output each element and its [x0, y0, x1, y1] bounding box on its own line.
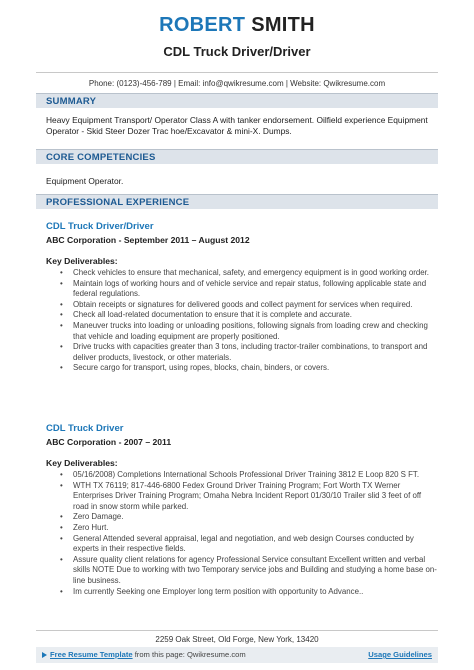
job-1-deliverables-label: Key Deliverables:	[46, 256, 118, 266]
footer-address: 2259 Oak Street, Old Forge, New York, 13420	[155, 635, 319, 644]
list-item: • Check vehicles to ensure that mechanical, safety, and emergency equipment is in good working order.	[60, 268, 438, 279]
usage-guidelines-link[interactable]: Usage Guidelines	[368, 650, 432, 659]
job-1-company: ABC Corporation - September 2011 – August 2012	[46, 235, 250, 245]
summary-heading: SUMMARY	[46, 96, 97, 107]
list-item: • Check all load-related documentation to ensure that it is complete and accurate.	[60, 310, 438, 321]
footer-credit-text: from this page: Qwikresume.com	[132, 650, 246, 659]
job-title-heading: CDL Truck Driver/Driver	[163, 44, 311, 59]
summary-section-header	[36, 93, 438, 108]
experience-section-header	[36, 194, 438, 209]
competencies-text: Equipment Operator.	[46, 176, 124, 186]
job-2-bullet-list	[60, 470, 438, 597]
list-item: • Obtain receipts or signatures for delivered goods and collect payment for services when required.	[60, 300, 438, 311]
job-2-title: CDL Truck Driver	[46, 423, 124, 434]
list-item: • Maintain logs of working hours and of vehicle service and repair status, following applicable state and federal regulations.	[60, 279, 438, 300]
job-1-bullet-list	[60, 268, 438, 374]
header-divider	[36, 72, 438, 73]
list-item: • Zero Damage.	[60, 512, 438, 523]
list-item: • Zero Hurt.	[60, 523, 438, 534]
footer-divider	[36, 630, 438, 631]
list-item: • Im currently Seeking one Employer long term position with opportunity to Advance..	[60, 587, 438, 598]
last-name: SMITH	[251, 14, 315, 36]
contact-line: Phone: (0123)-456-789 | Email: info@qwikresume.com | Website: Qwikresume.com	[88, 79, 386, 88]
list-item: • Assure quality client relations for agency Professional Service consultant Excellent written and verbal skills NOTE Due to working with two Temporary service jobs and Building and studying a home base on-line business.	[60, 555, 438, 587]
competencies-heading: CORE COMPETENCIES	[46, 152, 156, 163]
footer-bar	[36, 647, 438, 663]
list-item: • General Attended several appraisal, legal and negotiation, and web design Courses conducted by experts in their respective fields.	[60, 534, 438, 555]
list-item: • WTH TX 76119; 817-446-6800 Fedex Ground Driver Training Program; Fort Worth TX Werner Enterprises Driver Training Program; Omaha Nebra Incident Report 01/30/10 Trailer slid 3 feet of off road in snow storm while parked.	[60, 481, 438, 513]
free-resume-template-link[interactable]: Free Resume Template	[50, 650, 133, 659]
experience-heading: PROFESSIONAL EXPERIENCE	[46, 197, 190, 208]
candidate-name	[0, 14, 474, 37]
job-2-deliverables-label: Key Deliverables:	[46, 458, 118, 468]
footer-credit	[42, 650, 246, 659]
arrow-right-icon	[42, 652, 47, 658]
competencies-section-header	[36, 149, 438, 164]
job-2-company: ABC Corporation - 2007 – 2011	[46, 437, 172, 447]
summary-text: Heavy Equipment Transport/ Operator Class A with tanker endorsement. Oilfield experience Equipment Operator - Skid Steer Dozer Trac hoe/Excavator & mini-X. Dumps.	[46, 115, 428, 136]
first-name: ROBERT	[159, 14, 246, 36]
job-1-title: CDL Truck Driver/Driver	[46, 221, 154, 232]
list-item: • Secure cargo for transport, using ropes, blocks, chain, binders, or covers.	[60, 363, 438, 374]
list-item: • Maneuver trucks into loading or unloading positions, following signals from loading crew and checking that vehicle and loading equipment are properly positioned.	[60, 321, 438, 342]
list-item: • Drive trucks with capacities greater than 3 tons, including tractor-trailer combinations, to transport and deliver products, livestock, or other materials.	[60, 342, 438, 363]
list-item: • 05/16/2008) Completions International Schools Professional Driver Training 3812 E Loop 820 S FT.	[60, 470, 438, 481]
